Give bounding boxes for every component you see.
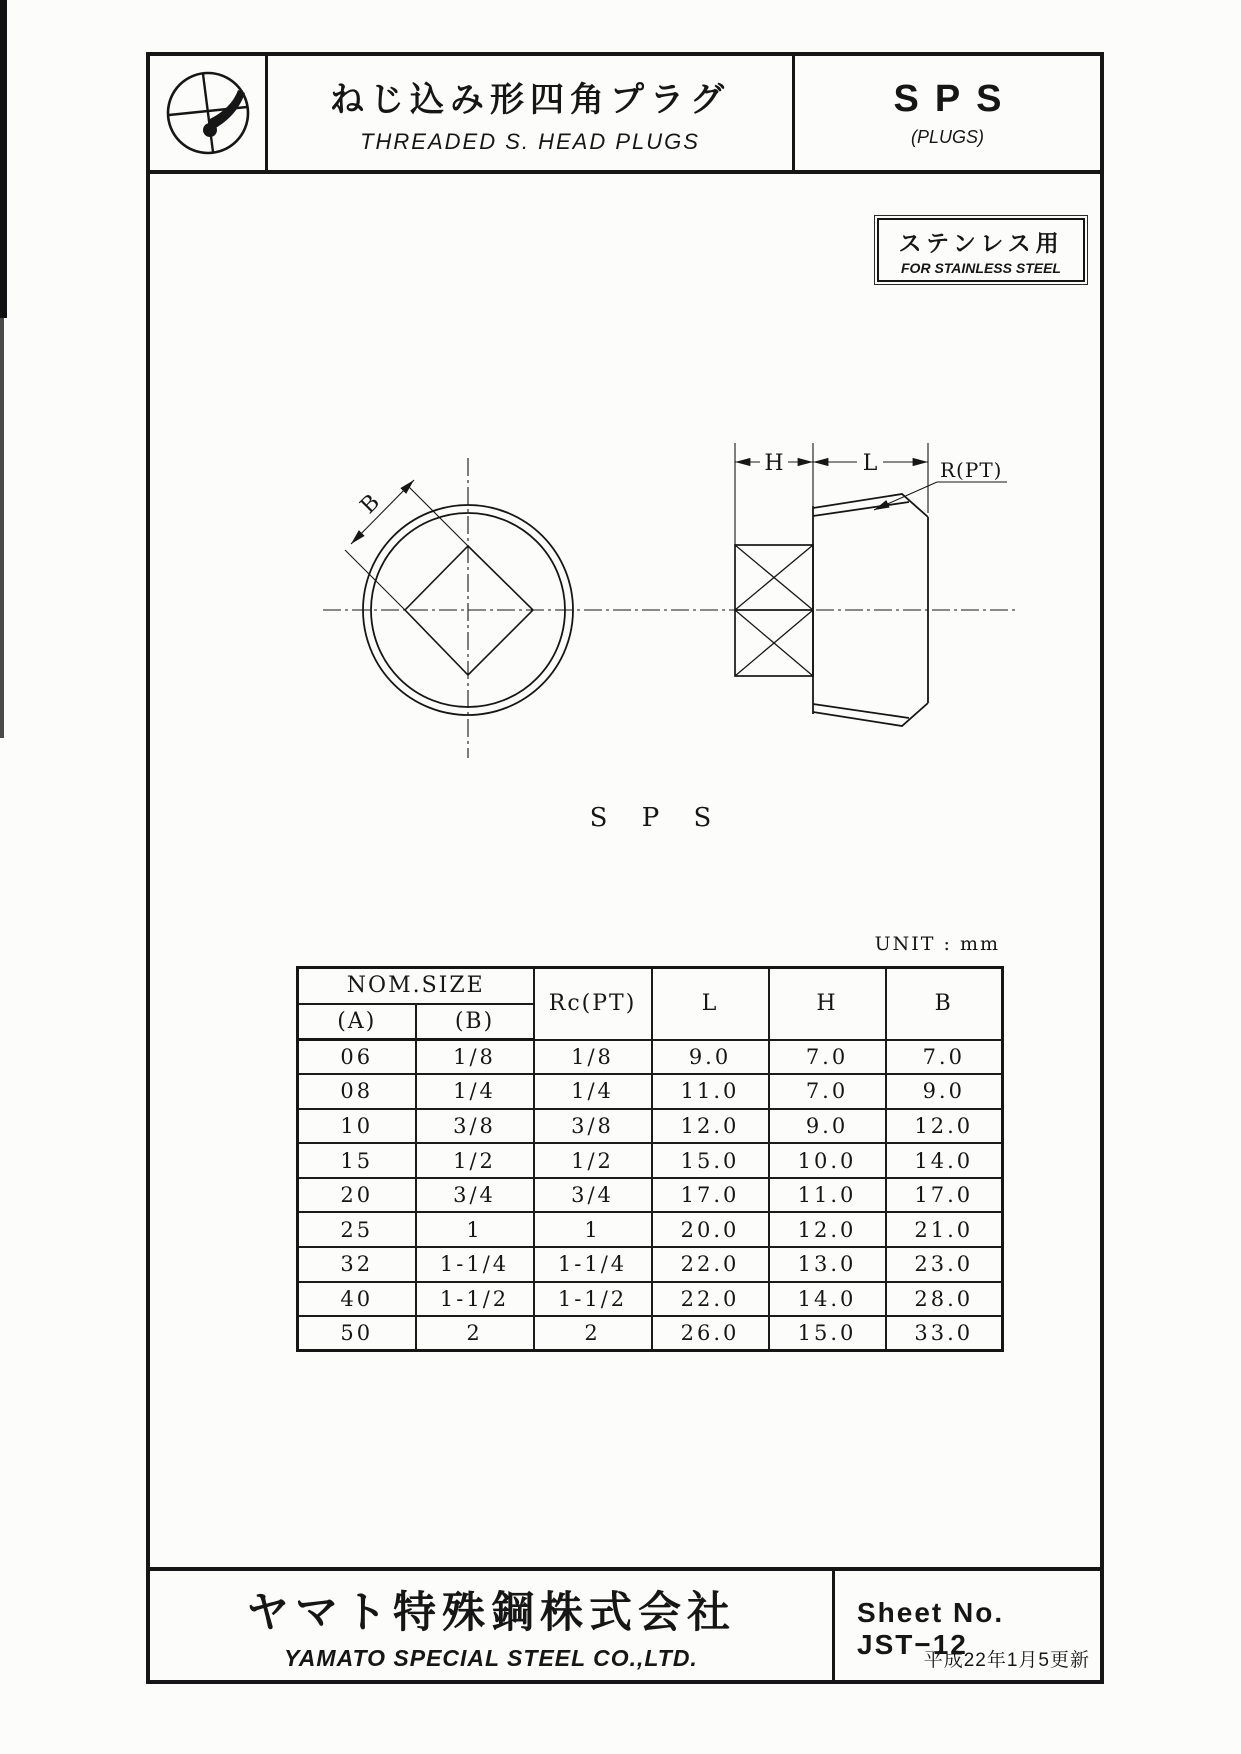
logo-cell [150, 56, 265, 170]
table-cell: 3/8 [534, 1109, 652, 1144]
dim-label-h: H [764, 451, 784, 476]
table-cell: 15.0 [652, 1143, 769, 1178]
table-cell: 12.0 [652, 1109, 769, 1144]
title-bar [150, 56, 1100, 174]
table-cell: 7.0 [769, 1074, 886, 1109]
stainless-label-en: FOR STAINLESS STEEL [901, 259, 1061, 276]
sheet-number-cell [832, 1571, 1100, 1680]
table-cell: 20.0 [652, 1212, 769, 1247]
table-cell: 22.0 [652, 1247, 769, 1282]
table-cell: 1 [416, 1212, 534, 1247]
table-cell: 14.0 [886, 1143, 1003, 1178]
table-row [298, 1040, 1003, 1075]
table-cell: 13.0 [769, 1247, 886, 1282]
col-header-b: B [886, 968, 1003, 1040]
table-cell: 17.0 [886, 1178, 1003, 1213]
dim-label-l: L [862, 451, 878, 476]
table-cell: 1/4 [416, 1074, 534, 1109]
table-cell: 11.0 [652, 1074, 769, 1109]
product-code: SPS [893, 78, 1018, 120]
table-cell: 12.0 [886, 1109, 1003, 1144]
unit-label: UNIT : mm [874, 933, 1000, 955]
table-cell: 06 [298, 1040, 416, 1075]
yamato-logo-icon [165, 70, 251, 156]
sheet-border [146, 52, 1104, 1684]
scan-artifact-strip [0, 318, 4, 738]
table-row [298, 1143, 1003, 1178]
dimension-table [296, 966, 1004, 1352]
company-name-en: YAMATO SPECIAL STEEL CO.,LTD. [284, 1645, 698, 1671]
table-cell: 33.0 [886, 1316, 1003, 1351]
dimension-table-wrap [296, 966, 1004, 1352]
table-cell: 7.0 [769, 1040, 886, 1075]
technical-drawing [280, 385, 1060, 775]
scan-artifact-strip [0, 0, 7, 318]
table-cell: 7.0 [886, 1040, 1003, 1075]
sheet-title-jp: ねじ込み形四角プラグ [330, 80, 730, 119]
table-cell: 08 [298, 1074, 416, 1109]
sheet-title-en: THREADED S. HEAD PLUGS [360, 128, 700, 154]
table-cell: 1 [534, 1212, 652, 1247]
product-code-cell [795, 56, 1100, 170]
table-row [298, 1109, 1003, 1144]
table-cell: 1/2 [534, 1143, 652, 1178]
table-cell: 21.0 [886, 1212, 1003, 1247]
table-row [298, 1282, 1003, 1317]
table-cell: 9.0 [769, 1109, 886, 1144]
table-row [298, 1212, 1003, 1247]
table-cell: 1-1/2 [534, 1282, 652, 1317]
table-cell: 32 [298, 1247, 416, 1282]
dim-label-rpt: R(PT) [940, 458, 1003, 482]
table-cell: 1/4 [534, 1074, 652, 1109]
table-cell: 15.0 [769, 1316, 886, 1351]
sheet-title-cell [265, 56, 795, 170]
table-cell: 14.0 [769, 1282, 886, 1317]
col-header-l: L [652, 968, 769, 1040]
table-cell: 1/2 [416, 1143, 534, 1178]
title-block [150, 1567, 1100, 1680]
revision-date: 平成22年1月5更新 [923, 1650, 1090, 1671]
table-header-row [298, 968, 1003, 1004]
table-cell: 1-1/2 [416, 1282, 534, 1317]
stainless-label-jp: ステンレス用 [898, 229, 1064, 256]
table-cell: 10.0 [769, 1143, 886, 1178]
company-cell [150, 1571, 832, 1680]
figure-caption: S P S [589, 803, 725, 833]
table-cell: 22.0 [652, 1282, 769, 1317]
col-header-rc: Rc(PT) [534, 968, 652, 1040]
table-cell: 17.0 [652, 1178, 769, 1213]
table-cell: 1-1/4 [416, 1247, 534, 1282]
col-header-nom-size: NOM.SIZE [298, 968, 534, 1004]
table-cell: 1/8 [416, 1040, 534, 1075]
table-cell: 2 [534, 1316, 652, 1351]
table-cell: 10 [298, 1109, 416, 1144]
col-header-b-nom: (B) [416, 1004, 534, 1040]
table-cell: 23.0 [886, 1247, 1003, 1282]
table-cell: 2 [416, 1316, 534, 1351]
table-cell: 26.0 [652, 1316, 769, 1351]
sheet-number: Sheet No. JST−12 [857, 1597, 1005, 1660]
table-row [298, 1247, 1003, 1282]
table-cell: 25 [298, 1212, 416, 1247]
table-cell: 3/4 [534, 1178, 652, 1213]
company-name-jp: ヤマト特殊鋼株式会社 [246, 1589, 736, 1637]
table-cell: 20 [298, 1178, 416, 1213]
table-cell: 9.0 [886, 1074, 1003, 1109]
table-cell: 3/4 [416, 1178, 534, 1213]
table-cell: 9.0 [652, 1040, 769, 1075]
table-cell: 50 [298, 1316, 416, 1351]
table-cell: 12.0 [769, 1212, 886, 1247]
table-row [298, 1316, 1003, 1351]
table-row [298, 1178, 1003, 1213]
col-header-h: H [769, 968, 886, 1040]
table-cell: 1/8 [534, 1040, 652, 1075]
table-cell: 1-1/4 [534, 1247, 652, 1282]
table-row [298, 1074, 1003, 1109]
table-cell: 15 [298, 1143, 416, 1178]
table-cell: 40 [298, 1282, 416, 1317]
dim-label-b: B [355, 489, 385, 519]
product-code-sub: (PLUGS) [910, 127, 984, 147]
table-cell: 11.0 [769, 1178, 886, 1213]
col-header-a: (A) [298, 1004, 416, 1040]
stainless-steel-badge [877, 218, 1085, 282]
table-cell: 28.0 [886, 1282, 1003, 1317]
table-cell: 3/8 [416, 1109, 534, 1144]
side-view-head [735, 545, 813, 676]
